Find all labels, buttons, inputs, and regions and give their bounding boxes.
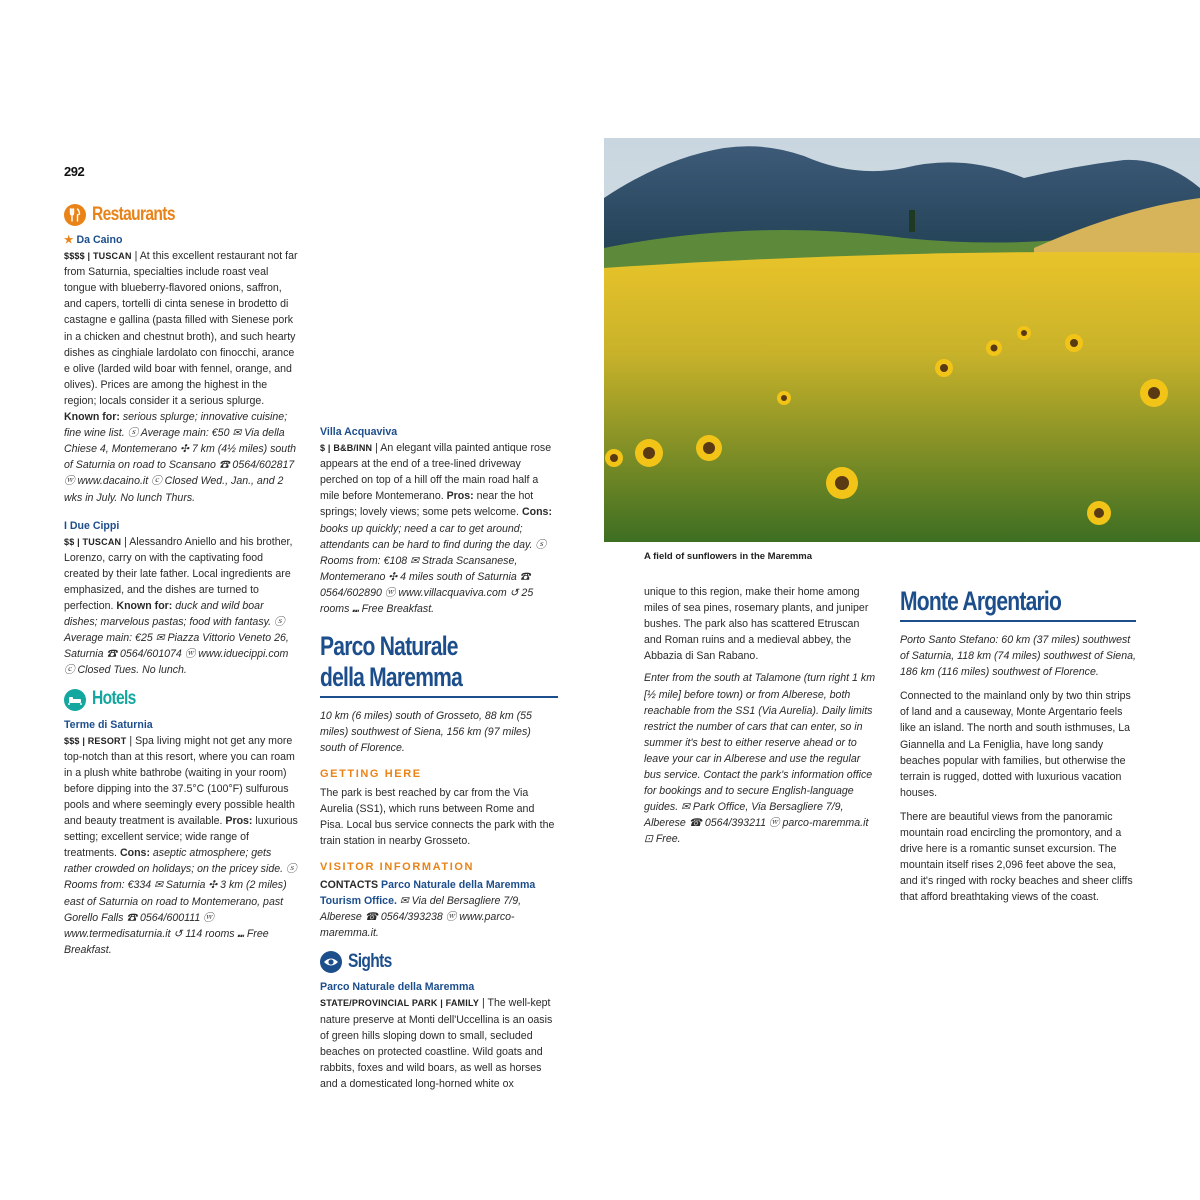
- contacts-name: Parco Naturale della Maremma Tourism Office.: [320, 878, 536, 908]
- visitor-info-heading: VISITOR INFORMATION: [320, 860, 475, 873]
- sight-name: Parco Naturale della Maremma: [320, 981, 475, 994]
- restaurant-entry: ★ Da Caino $$$$ | TUSCAN | At this excellent restaurant not far from Saturnia, specialties include roast veal tongue with blueberry-flavored onions, saffron, and capers, tortelli di cinta senese in brodetto di castagne e gallina (pasta filled with Sienese pork in a chicken and chestnut broth), and such hearty dishes as cinghiale lardolato con finocchi, arance e olive (larded wild boar with fennel, orange, and olives). Prices are among the highest in the region; locals consider it a serious splurge. Known for: serious splurge; innovative cuisine; fine wine list. ⓢ Average main: €50 ✉ Via della Chiese 4, Montemerano ✣ 7 km (4½ miles) south of Saturnia on road to Scansano ☎ 0564/602817 ⓦ www.dacaino.it ⓒ Closed Wed., Jan., and 2 wks in July. No lunch Thurs.: [64, 232, 300, 506]
- sunflower-photo: [604, 138, 1200, 542]
- getting-here-heading: GETTING HERE: [320, 768, 422, 781]
- parco-title: Parco Naturale della Maremma: [320, 631, 463, 693]
- hotel-desc: | An elegant villa painted antique rose appears at the end of a tree-lined driveway perched on top of a hill off the main road half a mile before Montemerano.: [320, 442, 552, 503]
- column-1: [64, 204, 300, 958]
- hotel-icon: [64, 689, 86, 711]
- hotels-heading: [64, 689, 300, 711]
- title-rule: [900, 620, 1136, 622]
- argentario-para-2: There are beautiful views from the panoramic mountain road encircling the promontory, and a drive here is a romantic sunset excursion. The mountain itself rises 2,096 feet above the sea, and it's ringed with rocky beaches and sheer cliffs that afford breathtaking views of the coast.: [900, 810, 1133, 904]
- hotel-details: aseptic atmosphere; gets rather crowded on holidays; on the pricey side. ⓢ Rooms from: €334 ✉ Saturnia ✣ 3 km (2 miles) east of Saturnia on road to Montemerano, past Gorello Falls ☎ 0564/600111 ⓦ www.termedisaturnia.it ↺ 114 rooms ⑉ Free Breakfast.: [64, 847, 297, 956]
- sights-heading-label: Sights: [348, 951, 392, 973]
- restaurant-details: duck and wild boar dishes; marvelous pastas; food with fantasy. ⓢ Average main: €25 ✉ Piazza Vittorio Veneto 26, Saturnia ☎ 0564/601074 ⓦ www.iduecippi.com ⓒ Closed Tues. No lunch.: [64, 600, 289, 677]
- page-number: 292: [64, 164, 85, 179]
- getting-here-text: The park is best reached by car from the Via Aurelia (SS1), which runs between Rome and Pisa. Local bus service connects the park with the train station in nearby Grosseto.: [320, 786, 555, 847]
- restaurant-meta: $$ | TUSCAN: [64, 536, 122, 547]
- restaurant-desc: | Alessandro Aniello and his brother, Lorenzo, carry on with the captivating food created by their late father. Local ingredients are emphasized, and the dishes are turned to perfection.: [64, 535, 293, 613]
- argentario-location: Porto Santo Stefano: 60 km (37 miles) southwest of Saturnia, 118 km (74 miles) southwest of Siena, 186 km (116 miles) southwest of Florence.: [900, 634, 1136, 679]
- hotel-name: Villa Acquaviva: [320, 426, 398, 438]
- restaurants-heading: [64, 204, 300, 226]
- contacts-label: CONTACTS: [320, 878, 379, 891]
- restaurant-name: I Due Cippi: [64, 519, 120, 532]
- sights-icon: [320, 951, 342, 973]
- argentario-para-1: Connected to the mainland only by two thin strips of land and a causeway, Monte Argentario feels like an island. The north and south isthmuses, La Giannella and La Feniglia, have long sandy beaches popular with families, but otherwise the terrain is rugged, dotted with luxurious vacation houses.: [900, 690, 1131, 799]
- star-icon: ★: [64, 234, 74, 246]
- hotel-name: Terme di Saturnia: [64, 718, 153, 731]
- sight-details: Enter from the south at Talamone (turn right 1 km [½ mile] before town) or from Alberese, both reachable from the SS1 (Via Aurelia). Daily limits restrict the number of cars that can enter, so in summer it's best to either reserve ahead or to leave your car in Alberese and use the regular bus service. Contact the park's information office for bookings and to secure English-language guides. ✉ Park Office, Via Bersagliere 7/9, Alberese ☎ 0564/393211 ⓦ parco-maremma.it ⊡ Free.: [644, 672, 876, 846]
- hotel-details: books up quickly; need a car to get around; attendants can be hard to find during the day. ⓢ Rooms from: €108 ✉ Strada Scansanese, Montemerano ✣ 4 miles south of Saturnia ☎ 0564/602890 ⓦ www.villacquaviva.com ↺ 25 rooms ⑉ Free Breakfast.: [320, 522, 546, 616]
- title-rule: [320, 696, 558, 698]
- sight-meta: STATE/PROVINCIAL PARK | FAMILY: [320, 998, 480, 1009]
- sight-entry: [320, 979, 558, 1092]
- restaurant-icon: [64, 204, 86, 226]
- restaurant-entry: I Due Cippi $$ | TUSCAN | Alessandro Aniello and his brother, Lorenzo, carry on with the captivating food created by their late father. Local ingredients are emphasized, and the dishes are turned to perfection. Known for: duck and wild boar dishes; marvelous pastas; food with fantasy. ⓢ Average main: €25 ✉ Piazza Vittorio Veneto 26, Saturnia ☎ 0564/601074 ⓦ www.iduecippi.com ⓒ Closed Tues. No lunch.: [64, 518, 300, 679]
- argentario-title: Monte Argentario: [900, 586, 1062, 616]
- hotel-entry: Villa Acquaviva $ | B&B/INN | An elegant villa painted antique rose appears at the end of a tree-lined driveway perched on top of a hill off the main road half a mile before Montemerano. Pros: near the hot springs; lovely views; some pets welcome. Cons: books up quickly; need a car to get around; attendants can be hard to find during the day. ⓢ Rooms from: €108 ✉ Strada Scansanese, Montemerano ✣ 4 miles south of Saturnia ☎ 0564/602890 ⓦ www.villacquaviva.com ↺ 25 rooms ⑉ Free Breakfast.: [320, 424, 558, 617]
- photo-caption: A field of sunflowers in the Maremma: [644, 551, 813, 562]
- restaurant-desc: | At this excellent restaurant not far from Saturnia, specialties include roast veal tongue with blueberry-flavored onions, saffron, and capers, tortelli di cinta senese in brodetto di castagne e gallina (pasta filled with Sienese pork in a chicken and chestnut broth), and such hearty dishes as cinghiale lardolato con finocchi, arance e olive (larded wild boar with fennel, orange, and olives). Prices are among the highest in the region; locals consider it a serious splurge.: [64, 250, 298, 407]
- sight-desc: | The well-kept nature preserve at Monti dell'Uccellina is an oasis of green hills sloping down to small, secluded beaches on protected coastline. Wild goats and rabbits, foxes and wild boars, as well as horses and a domesticated long-horned white ox: [320, 997, 553, 1090]
- hotel-meta: $ | B&B/INN: [320, 443, 373, 454]
- restaurant-name: ★ Da Caino: [64, 234, 123, 246]
- hotel-desc: | Spa living might not get any more top-notch than at this resort, where you can roam in a plush white bathrobe (waiting in your room) before dipping into the 37.5°C (100°F) sulfurous pools and where seemingly every possible health and beauty treatment is available.: [64, 734, 295, 828]
- sight-desc-continued: unique to this region, make their home among miles of sea pines, rosemary plants, and juniper bushes. The park also has scattered Etruscan and Roman ruins and a medieval abbey, the Abbazia di San Rabano.: [644, 586, 869, 663]
- column-3: [644, 584, 878, 848]
- parco-location: 10 km (6 miles) south of Grosseto, 88 km (55 miles) southwest of Siena, 156 km (97 miles) south of Florence.: [320, 710, 532, 755]
- restaurant-meta: $$$$ | TUSCAN: [64, 251, 132, 262]
- hotels-heading-label: Hotels: [92, 688, 136, 710]
- column-2: [320, 422, 558, 1092]
- restaurant-details: serious splurge; innovative cuisine; fine wine list. ⓢ Average main: €50 ✉ Via della Chiese 4, Montemerano ✣ 7 km (4½ miles) south of Saturnia on road to Scansano ☎ 0564/602817 ⓦ www.dacaino.it ⓒ Closed Wed., Jan., and 2 wks in July. No lunch Thurs.: [64, 411, 297, 504]
- restaurants-heading-label: Restaurants: [92, 203, 175, 225]
- hotel-entry: Terme di Saturnia $$$ | RESORT | Spa living might not get any more top-notch than at this resort, where you can roam in a plush white bathrobe (waiting in your room) before dipping into the 37.5°C (100°F) sulfurous pools and where seemingly every possible health and beauty treatment is available. Pros: luxurious setting; excellent service; wide range of treatments. Cons: aseptic atmosphere; gets rather crowded on holidays; on the pricey side. ⓢ Rooms from: €334 ✉ Saturnia ✣ 3 km (2 miles) east of Saturnia on road to Montemerano, past Gorello Falls ☎ 0564/600111 ⓦ www.termedisaturnia.it ↺ 114 rooms ⑉ Free Breakfast.: [64, 717, 300, 958]
- hotel-meta: $$$ | RESORT: [64, 735, 127, 746]
- contacts-detail: ✉ Via del Bersagliere 7/9, Alberese ☎ 0564/393238 ⓦ www.parco-maremma.it.: [320, 895, 522, 940]
- column-4: [900, 586, 1136, 906]
- sights-heading: [320, 951, 558, 973]
